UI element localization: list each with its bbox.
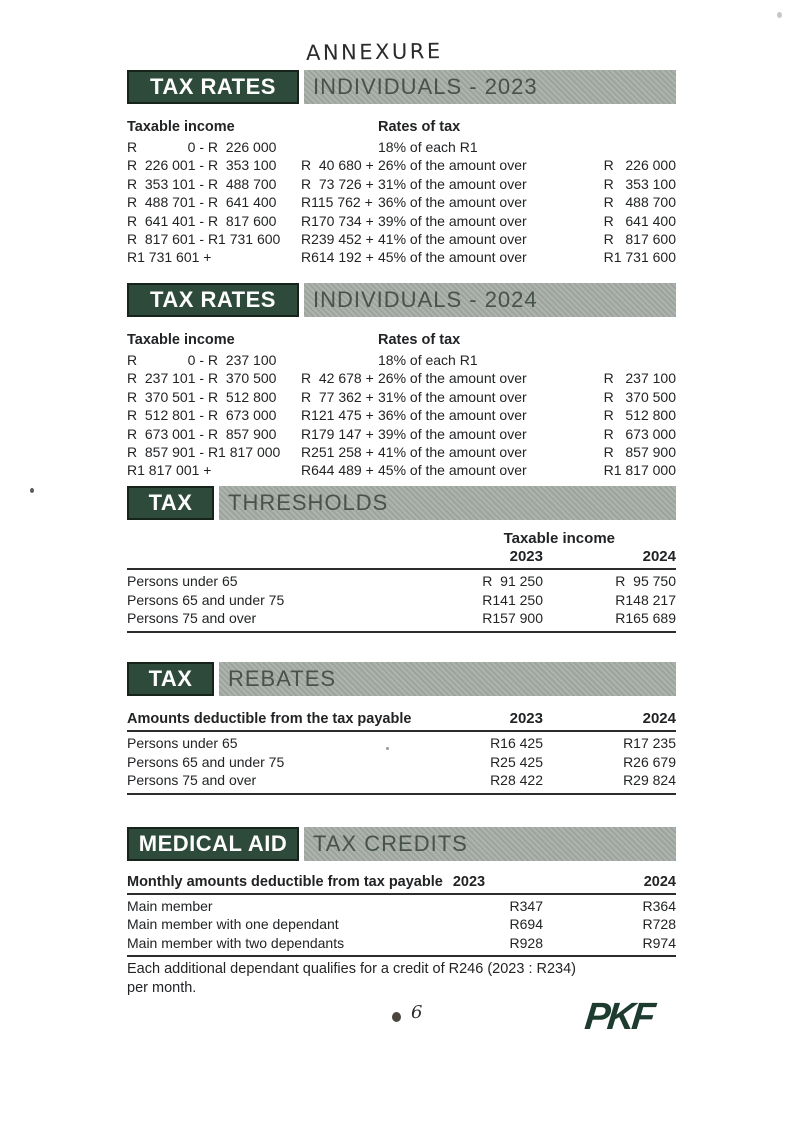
income-range: R 857 901 - R1 817 000 xyxy=(127,444,281,461)
group-header-taxable-income: Taxable income xyxy=(503,530,615,547)
row-label: Persons under 65 xyxy=(127,735,238,752)
base-tax: R 77 362 + xyxy=(301,388,378,405)
income-range: R 353 101 - R 488 700 xyxy=(127,175,277,192)
amount-over xyxy=(581,351,676,369)
banner-medical-aid xyxy=(127,827,676,861)
rate-text: 31% of the amount over xyxy=(378,388,527,405)
year-2024-header: 2024 xyxy=(643,874,676,890)
amount-over: R 641 400 xyxy=(603,212,676,229)
year-header-row xyxy=(127,548,676,566)
section-tax-rates-2024 xyxy=(127,283,676,480)
amount-over: R 370 500 xyxy=(603,388,676,405)
table-rule xyxy=(127,955,676,957)
table-row xyxy=(127,734,676,752)
medical-note xyxy=(127,960,676,997)
rebates-header-row xyxy=(127,710,676,728)
base-tax: R 40 680 + xyxy=(301,157,378,174)
row-label: Persons 75 and over xyxy=(127,610,257,627)
rate-text: 36% of the amount over xyxy=(378,407,527,424)
income-range: R 817 601 - R1 731 600 xyxy=(127,231,281,248)
credit-2024: R728 xyxy=(642,916,676,933)
handwritten-page-number: 6 xyxy=(411,1002,423,1023)
row-label: Main member xyxy=(127,898,213,914)
table-rule xyxy=(127,568,676,570)
table-row xyxy=(127,771,676,789)
amount-over: R 673 000 xyxy=(603,425,676,442)
rebate-2024: R29 824 xyxy=(623,772,676,789)
badge-medical-aid: MEDICAL AID xyxy=(127,827,299,861)
section-tax-thresholds xyxy=(127,486,676,633)
table-rule xyxy=(127,730,676,732)
tax-bracket-row xyxy=(127,443,676,461)
income-range: R 0 - R 237 100 xyxy=(127,352,277,368)
badge-tax: TAX xyxy=(127,486,214,520)
row-label: Persons under 65 xyxy=(127,573,238,590)
year-2023-header: 2023 xyxy=(452,874,486,890)
note-line-1: Each additional dependant qualifies for a credit of R246 (2023 : R234) xyxy=(127,961,576,978)
medical-table xyxy=(127,897,676,952)
income-range: R 512 801 - R 673 000 xyxy=(127,407,277,424)
income-range: R 0 - R 226 000 xyxy=(127,139,277,155)
threshold-2023: R157 900 xyxy=(482,610,543,627)
amount-over: R 488 700 xyxy=(603,194,676,211)
rate-text: 41% of the amount over xyxy=(378,231,527,248)
threshold-2024: R 95 750 xyxy=(615,573,676,590)
rebate-2024: R17 235 xyxy=(623,735,676,752)
table-row xyxy=(127,572,676,590)
tax-bracket-row xyxy=(127,406,676,424)
amount-over: R 226 000 xyxy=(603,157,676,174)
rate-text: 36% of the amount over xyxy=(378,194,527,211)
rates-2023-table xyxy=(127,138,676,267)
thresholds-table xyxy=(127,572,676,627)
rebate-2024: R26 679 xyxy=(623,753,676,770)
credit-2023: R928 xyxy=(509,934,543,951)
income-range: R 641 401 - R 817 600 xyxy=(127,212,277,229)
income-range: R1 817 001 + xyxy=(127,462,212,479)
section-tax-rebates xyxy=(127,662,676,795)
badge-tax: TAX xyxy=(127,662,214,696)
band-individuals-2024: INDIVIDUALS - 2024 xyxy=(304,283,676,317)
tax-bracket-row xyxy=(127,388,676,406)
credit-2023: R347 xyxy=(509,898,543,914)
year-2024-header: 2024 xyxy=(642,710,676,727)
scan-speck xyxy=(777,12,782,18)
rate-text: 39% of the amount over xyxy=(378,212,527,229)
amount-over: R1 731 600 xyxy=(603,249,676,266)
base-tax: R170 734 + xyxy=(301,212,378,229)
base-tax: R115 762 + xyxy=(301,194,377,211)
amount-over: R 512 800 xyxy=(603,407,676,424)
row-label: Persons 75 and over xyxy=(127,772,257,789)
credit-2024: R364 xyxy=(642,898,676,914)
rebates-header-label: Amounts deductible from the tax payable xyxy=(127,711,412,727)
handwritten-annexure-label: ANNEXURE xyxy=(305,39,443,65)
medical-header-row xyxy=(127,874,676,891)
amount-over: R 353 100 xyxy=(603,175,676,192)
rate-text: 26% of the amount over xyxy=(378,370,527,387)
tax-bracket-row xyxy=(127,156,676,174)
tax-bracket-row xyxy=(127,351,676,369)
tax-bracket-row xyxy=(127,138,676,156)
band-tax-credits: TAX CREDITS xyxy=(304,827,676,861)
col-header-rates-of-tax: Rates of tax xyxy=(378,332,461,348)
tax-bracket-row xyxy=(127,230,676,248)
tax-bracket-row xyxy=(127,212,676,230)
page-marker-dot xyxy=(392,1012,401,1022)
income-range: R1 731 601 + xyxy=(127,249,212,266)
tax-bracket-row xyxy=(127,425,676,443)
amount-over: R1 817 000 xyxy=(603,462,676,479)
band-thresholds: THRESHOLDS xyxy=(219,486,676,520)
rebate-2023: R16 425 xyxy=(490,735,543,752)
base-tax: R121 475 + xyxy=(301,407,378,424)
rebate-2023: R25 425 xyxy=(490,753,543,770)
row-label: Main member with one dependant xyxy=(127,916,339,933)
row-label: Persons 65 and under 75 xyxy=(127,753,285,770)
rates-2024-column-headers xyxy=(127,332,676,349)
rebate-2023: R28 422 xyxy=(490,772,543,789)
scan-speck xyxy=(30,488,34,493)
base-tax: R614 192 + xyxy=(301,249,378,266)
row-label: Persons 65 and under 75 xyxy=(127,591,285,608)
banner-tax-rates-2023 xyxy=(127,70,676,104)
col-header-rates-of-tax: Rates of tax xyxy=(378,119,461,135)
badge-tax-rates: TAX RATES xyxy=(127,283,299,317)
row-label: Main member with two dependants xyxy=(127,934,345,951)
income-range: R 673 001 - R 857 900 xyxy=(127,425,277,442)
income-range: R 488 701 - R 641 400 xyxy=(127,194,277,211)
note-line-2: per month. xyxy=(127,979,197,996)
rate-text: 45% of the amount over xyxy=(378,462,527,479)
base-tax: R179 147 + xyxy=(301,425,378,442)
income-range: R 226 001 - R 353 100 xyxy=(127,157,277,174)
income-range: R 237 101 - R 370 500 xyxy=(127,370,277,387)
table-row xyxy=(127,753,676,771)
amount-over xyxy=(581,138,676,156)
base-tax xyxy=(301,351,378,369)
threshold-2024: R148 217 xyxy=(615,591,676,608)
badge-tax-rates: TAX RATES xyxy=(127,70,299,104)
tax-bracket-row xyxy=(127,193,676,211)
table-row xyxy=(127,934,676,952)
base-tax: R 42 678 + xyxy=(301,370,378,387)
section-medical-aid-credits xyxy=(127,827,676,997)
banner-tax-rebates xyxy=(127,662,676,696)
amount-over: R 857 900 xyxy=(603,444,676,461)
year-2023-header: 2023 xyxy=(509,548,543,565)
threshold-2024: R165 689 xyxy=(615,610,676,627)
rate-text: 26% of the amount over xyxy=(378,157,527,174)
amount-over: R 237 100 xyxy=(603,370,676,387)
table-row xyxy=(127,591,676,609)
scan-speck xyxy=(386,747,389,750)
rate-text: 18% of each R1 xyxy=(378,139,478,155)
table-rule xyxy=(127,793,676,795)
col-header-taxable-income: Taxable income xyxy=(127,119,235,135)
base-tax: R251 258 + xyxy=(301,444,378,461)
pkf-logo: PKF xyxy=(582,996,655,1038)
table-row xyxy=(127,915,676,933)
threshold-2023: R141 250 xyxy=(482,591,543,608)
rate-text: 45% of the amount over xyxy=(378,249,527,266)
rates-2023-column-headers xyxy=(127,119,676,136)
tax-bracket-row xyxy=(127,369,676,387)
table-rule xyxy=(127,893,676,895)
table-row xyxy=(127,897,676,915)
base-tax xyxy=(301,138,378,156)
threshold-2023: R 91 250 xyxy=(482,573,543,590)
banner-tax-rates-2024 xyxy=(127,283,676,317)
tax-bracket-row xyxy=(127,461,676,479)
rate-text: 39% of the amount over xyxy=(378,425,527,442)
table-rule xyxy=(127,631,676,633)
rate-text: 41% of the amount over xyxy=(378,444,527,461)
band-rebates: REBATES xyxy=(219,662,676,696)
tax-bracket-row xyxy=(127,175,676,193)
rates-2024-table xyxy=(127,351,676,480)
base-tax: R644 489 + xyxy=(301,462,378,479)
year-2024-header: 2024 xyxy=(642,548,676,565)
medical-header-label: Monthly amounts deductible from tax payable xyxy=(127,874,443,890)
rate-text: 31% of the amount over xyxy=(378,175,527,192)
base-tax: R 73 726 + xyxy=(301,175,378,192)
amount-over: R 817 600 xyxy=(603,231,676,248)
rebates-table xyxy=(127,734,676,789)
rate-text: 18% of each R1 xyxy=(378,352,478,368)
col-header-taxable-income: Taxable income xyxy=(127,332,235,348)
base-tax: R239 452 + xyxy=(301,231,378,248)
credit-2023: R694 xyxy=(509,916,543,933)
table-row xyxy=(127,609,676,627)
tax-bracket-row xyxy=(127,248,676,266)
year-2023-header: 2023 xyxy=(509,710,543,727)
band-individuals-2023: INDIVIDUALS - 2023 xyxy=(304,70,676,104)
section-tax-rates-2023 xyxy=(127,70,676,267)
income-range: R 370 501 - R 512 800 xyxy=(127,388,277,405)
credit-2024: R974 xyxy=(642,934,676,951)
banner-tax-thresholds xyxy=(127,486,676,520)
